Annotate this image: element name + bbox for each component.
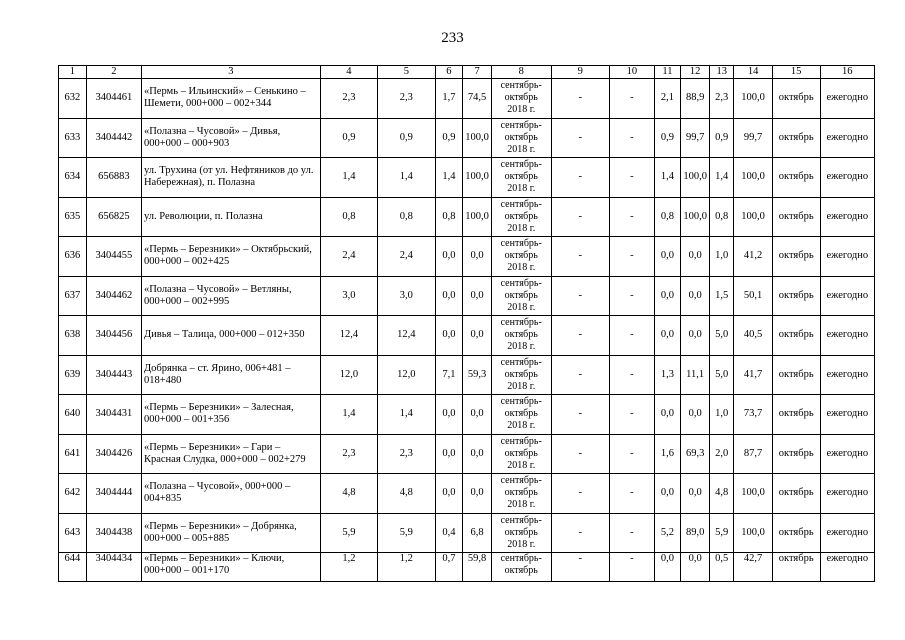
road-name: «Пермь – Ильинский» – Сенькино – Шемети, 000+000 – 002+344 — [141, 79, 320, 119]
col-4-value: 0,9 — [320, 118, 377, 158]
table-row — [59, 197, 875, 237]
period-cell: сентябрь- октябрь 2018 г. — [491, 197, 551, 237]
col-9-value: - — [551, 513, 610, 553]
road-code: 3404461 — [86, 79, 141, 119]
col-14-value: 42,7 — [734, 553, 772, 582]
road-name: ул. Революции, п. Полазна — [141, 197, 320, 237]
month-cell: октябрь — [772, 553, 820, 582]
frequency-cell: ежегодно — [820, 158, 874, 198]
col-13-value: 0,9 — [709, 118, 733, 158]
row-number: 636 — [59, 237, 87, 277]
frequency-cell: ежегодно — [820, 276, 874, 316]
road-code: 3404438 — [86, 513, 141, 553]
col-12-value: 11,1 — [681, 355, 710, 395]
table-row — [59, 474, 875, 514]
col-9-value: - — [551, 237, 610, 277]
row-number: 632 — [59, 79, 87, 119]
col-4-value: 2,3 — [320, 434, 377, 474]
table-row — [59, 395, 875, 435]
table-row — [59, 118, 875, 158]
period-cell: сентябрь- октябрь 2018 г. — [491, 395, 551, 435]
col-6-value: 0,0 — [435, 276, 463, 316]
column-header: 10 — [610, 66, 655, 79]
period-cell: сентябрь- октябрь 2018 г. — [491, 237, 551, 277]
col-11-value: 0,0 — [654, 316, 681, 356]
col-6-value: 0,9 — [435, 118, 463, 158]
column-header: 14 — [734, 66, 772, 79]
col-9-value: - — [551, 276, 610, 316]
col-14-value: 99,7 — [734, 118, 772, 158]
col-14-value: 40,5 — [734, 316, 772, 356]
col-7-value: 59,3 — [463, 355, 492, 395]
col-11-value: 0,0 — [654, 395, 681, 435]
col-14-value: 41,2 — [734, 237, 772, 277]
col-5-value: 1,4 — [378, 395, 435, 435]
col-13-value: 0,8 — [709, 197, 733, 237]
col-9-value: - — [551, 474, 610, 514]
column-header: 4 — [320, 66, 377, 79]
col-13-value: 0,5 — [709, 553, 733, 582]
col-5-value: 5,9 — [378, 513, 435, 553]
col-9-value: - — [551, 158, 610, 198]
col-9-value: - — [551, 553, 610, 582]
col-5-value: 2,3 — [378, 434, 435, 474]
frequency-cell: ежегодно — [820, 513, 874, 553]
road-works-table — [58, 65, 875, 582]
column-header: 9 — [551, 66, 610, 79]
frequency-cell: ежегодно — [820, 197, 874, 237]
month-cell: октябрь — [772, 395, 820, 435]
col-7-value: 100,0 — [463, 197, 492, 237]
col-11-value: 1,6 — [654, 434, 681, 474]
month-cell: октябрь — [772, 434, 820, 474]
col-12-value: 0,0 — [681, 395, 710, 435]
col-4-value: 12,4 — [320, 316, 377, 356]
frequency-cell: ежегодно — [820, 316, 874, 356]
col-10-value: - — [610, 237, 655, 277]
month-cell: октябрь — [772, 118, 820, 158]
period-cell: сентябрь- октябрь 2018 г. — [491, 316, 551, 356]
column-header: 6 — [435, 66, 463, 79]
col-14-value: 100,0 — [734, 79, 772, 119]
col-9-value: - — [551, 434, 610, 474]
col-5-value: 2,4 — [378, 237, 435, 277]
table-row — [59, 276, 875, 316]
road-name: Добрянка – ст. Ярино, 006+481 – 018+480 — [141, 355, 320, 395]
table-row — [59, 513, 875, 553]
row-number: 634 — [59, 158, 87, 198]
col-11-value: 0,0 — [654, 237, 681, 277]
col-7-value: 0,0 — [463, 237, 492, 277]
col-13-value: 5,0 — [709, 355, 733, 395]
road-code: 3404444 — [86, 474, 141, 514]
row-number: 635 — [59, 197, 87, 237]
col-4-value: 2,3 — [320, 79, 377, 119]
road-name: «Пермь – Березники» – Гари – Красная Слудка, 000+000 – 002+279 — [141, 434, 320, 474]
frequency-cell: ежегодно — [820, 118, 874, 158]
col-4-value: 4,8 — [320, 474, 377, 514]
col-12-value: 0,0 — [681, 553, 710, 582]
col-12-value: 0,0 — [681, 474, 710, 514]
col-9-value: - — [551, 395, 610, 435]
col-4-value: 12,0 — [320, 355, 377, 395]
col-12-value: 89,0 — [681, 513, 710, 553]
month-cell: октябрь — [772, 237, 820, 277]
col-10-value: - — [610, 355, 655, 395]
table-row — [59, 79, 875, 119]
col-13-value: 1,0 — [709, 237, 733, 277]
col-7-value: 100,0 — [463, 158, 492, 198]
month-cell: октябрь — [772, 79, 820, 119]
column-header: 1 — [59, 66, 87, 79]
month-cell: октябрь — [772, 276, 820, 316]
page-number: 233 — [441, 30, 464, 46]
col-5-value: 0,8 — [378, 197, 435, 237]
row-number: 640 — [59, 395, 87, 435]
col-7-value: 0,0 — [463, 434, 492, 474]
col-4-value: 5,9 — [320, 513, 377, 553]
road-code: 3404442 — [86, 118, 141, 158]
col-10-value: - — [610, 79, 655, 119]
col-7-value: 59,8 — [463, 553, 492, 582]
col-12-value: 0,0 — [681, 316, 710, 356]
col-6-value: 0,0 — [435, 434, 463, 474]
frequency-cell: ежегодно — [820, 553, 874, 582]
col-5-value: 1,2 — [378, 553, 435, 582]
row-number: 638 — [59, 316, 87, 356]
table-row — [59, 158, 875, 198]
col-4-value: 2,4 — [320, 237, 377, 277]
road-name: ул. Трухина (от ул. Нефтяников до ул. Набережная), п. Полазна — [141, 158, 320, 198]
road-name: «Пермь – Березники» – Добрянка, 000+000 – 005+885 — [141, 513, 320, 553]
col-14-value: 41,7 — [734, 355, 772, 395]
col-7-value: 0,0 — [463, 395, 492, 435]
road-name: «Полазна – Чусовой» – Ветляны, 000+000 – 002+995 — [141, 276, 320, 316]
frequency-cell: ежегодно — [820, 434, 874, 474]
col-10-value: - — [610, 158, 655, 198]
month-cell: октябрь — [772, 513, 820, 553]
col-11-value: 0,8 — [654, 197, 681, 237]
col-6-value: 1,7 — [435, 79, 463, 119]
period-cell: сентябрь- октябрь 2018 г. — [491, 158, 551, 198]
col-4-value: 1,4 — [320, 395, 377, 435]
col-12-value: 100,0 — [681, 158, 710, 198]
col-12-value: 100,0 — [681, 197, 710, 237]
period-cell: сентябрь- октябрь 2018 г. — [491, 513, 551, 553]
col-12-value: 99,7 — [681, 118, 710, 158]
col-7-value: 6,8 — [463, 513, 492, 553]
col-13-value: 1,4 — [709, 158, 733, 198]
col-10-value: - — [610, 474, 655, 514]
row-number: 637 — [59, 276, 87, 316]
col-14-value: 100,0 — [734, 197, 772, 237]
col-5-value: 12,0 — [378, 355, 435, 395]
col-5-value: 3,0 — [378, 276, 435, 316]
column-header: 2 — [86, 66, 141, 79]
col-7-value: 0,0 — [463, 316, 492, 356]
col-6-value: 0,7 — [435, 553, 463, 582]
road-name: «Пермь – Березники» – Залесная, 000+000 – 001+356 — [141, 395, 320, 435]
col-13-value: 5,0 — [709, 316, 733, 356]
col-10-value: - — [610, 395, 655, 435]
col-7-value: 74,5 — [463, 79, 492, 119]
col-12-value: 69,3 — [681, 434, 710, 474]
col-14-value: 100,0 — [734, 158, 772, 198]
col-10-value: - — [610, 553, 655, 582]
column-header: 15 — [772, 66, 820, 79]
table-row — [59, 316, 875, 356]
table-body — [59, 79, 875, 582]
period-cell: сентябрь- октябрь 2018 г. — [491, 434, 551, 474]
col-13-value: 1,5 — [709, 276, 733, 316]
column-header: 13 — [709, 66, 733, 79]
row-number: 639 — [59, 355, 87, 395]
road-code: 656883 — [86, 158, 141, 198]
road-code: 656825 — [86, 197, 141, 237]
month-cell: октябрь — [772, 197, 820, 237]
period-cell: сентябрь- октябрь 2018 г. — [491, 276, 551, 316]
col-14-value: 87,7 — [734, 434, 772, 474]
col-9-value: - — [551, 118, 610, 158]
col-6-value: 7,1 — [435, 355, 463, 395]
road-code: 3404431 — [86, 395, 141, 435]
col-6-value: 0,0 — [435, 237, 463, 277]
col-11-value: 5,2 — [654, 513, 681, 553]
column-header: 11 — [654, 66, 681, 79]
col-6-value: 0,0 — [435, 474, 463, 514]
month-cell: октябрь — [772, 474, 820, 514]
col-10-value: - — [610, 276, 655, 316]
period-cell: сентябрь- октябрь — [491, 553, 551, 582]
col-6-value: 0,4 — [435, 513, 463, 553]
month-cell: октябрь — [772, 355, 820, 395]
road-code: 3404455 — [86, 237, 141, 277]
road-name: «Полазна – Чусовой» – Дивья, 000+000 – 000+903 — [141, 118, 320, 158]
road-name: «Пермь – Березники» – Октябрьский, 000+000 – 002+425 — [141, 237, 320, 277]
col-12-value: 0,0 — [681, 237, 710, 277]
frequency-cell: ежегодно — [820, 237, 874, 277]
col-6-value: 0,0 — [435, 395, 463, 435]
col-7-value: 0,0 — [463, 276, 492, 316]
table-row — [59, 434, 875, 474]
col-11-value: 1,4 — [654, 158, 681, 198]
col-9-value: - — [551, 79, 610, 119]
col-14-value: 100,0 — [734, 513, 772, 553]
month-cell: октябрь — [772, 158, 820, 198]
column-header: 7 — [463, 66, 492, 79]
road-name: «Полазна – Чусовой», 000+000 – 004+835 — [141, 474, 320, 514]
col-4-value: 0,8 — [320, 197, 377, 237]
col-13-value: 2,3 — [709, 79, 733, 119]
month-cell: октябрь — [772, 316, 820, 356]
col-10-value: - — [610, 434, 655, 474]
road-code: 3404426 — [86, 434, 141, 474]
column-header: 8 — [491, 66, 551, 79]
col-6-value: 0,8 — [435, 197, 463, 237]
road-code: 3404462 — [86, 276, 141, 316]
row-number: 642 — [59, 474, 87, 514]
col-4-value: 3,0 — [320, 276, 377, 316]
column-header: 3 — [141, 66, 320, 79]
col-11-value: 0,0 — [654, 553, 681, 582]
road-name: Дивья – Талица, 000+000 – 012+350 — [141, 316, 320, 356]
col-10-value: - — [610, 118, 655, 158]
col-4-value: 1,2 — [320, 553, 377, 582]
frequency-cell: ежегодно — [820, 79, 874, 119]
col-6-value: 1,4 — [435, 158, 463, 198]
col-5-value: 4,8 — [378, 474, 435, 514]
road-code: 3404456 — [86, 316, 141, 356]
col-13-value: 2,0 — [709, 434, 733, 474]
row-number: 643 — [59, 513, 87, 553]
frequency-cell: ежегодно — [820, 395, 874, 435]
column-header: 12 — [681, 66, 710, 79]
col-12-value: 0,0 — [681, 276, 710, 316]
col-12-value: 88,9 — [681, 79, 710, 119]
table-row — [59, 355, 875, 395]
col-11-value: 0,0 — [654, 474, 681, 514]
period-cell: сентябрь- октябрь 2018 г. — [491, 474, 551, 514]
period-cell: сентябрь- октябрь 2018 г. — [491, 355, 551, 395]
col-10-value: - — [610, 513, 655, 553]
table-row — [59, 553, 875, 582]
col-14-value: 100,0 — [734, 474, 772, 514]
col-14-value: 73,7 — [734, 395, 772, 435]
col-11-value: 2,1 — [654, 79, 681, 119]
column-header: 5 — [378, 66, 435, 79]
col-11-value: 0,9 — [654, 118, 681, 158]
col-5-value: 2,3 — [378, 79, 435, 119]
frequency-cell: ежегодно — [820, 355, 874, 395]
col-9-value: - — [551, 355, 610, 395]
col-13-value: 1,0 — [709, 395, 733, 435]
col-9-value: - — [551, 316, 610, 356]
row-number: 641 — [59, 434, 87, 474]
col-6-value: 0,0 — [435, 316, 463, 356]
col-14-value: 50,1 — [734, 276, 772, 316]
column-header: 16 — [820, 66, 874, 79]
col-10-value: - — [610, 197, 655, 237]
col-7-value: 100,0 — [463, 118, 492, 158]
col-13-value: 4,8 — [709, 474, 733, 514]
col-11-value: 1,3 — [654, 355, 681, 395]
col-5-value: 1,4 — [378, 158, 435, 198]
table-row — [59, 237, 875, 277]
col-13-value: 5,9 — [709, 513, 733, 553]
col-4-value: 1,4 — [320, 158, 377, 198]
road-code: 3404443 — [86, 355, 141, 395]
col-11-value: 0,0 — [654, 276, 681, 316]
header-row — [59, 66, 875, 79]
period-cell: сентябрь- октябрь 2018 г. — [491, 118, 551, 158]
col-7-value: 0,0 — [463, 474, 492, 514]
row-number: 644 — [59, 553, 87, 582]
col-10-value: - — [610, 316, 655, 356]
row-number: 633 — [59, 118, 87, 158]
period-cell: сентябрь- октябрь 2018 г. — [491, 79, 551, 119]
col-5-value: 12,4 — [378, 316, 435, 356]
col-9-value: - — [551, 197, 610, 237]
col-5-value: 0,9 — [378, 118, 435, 158]
frequency-cell: ежегодно — [820, 474, 874, 514]
road-code: 3404434 — [86, 553, 141, 582]
road-name: «Пермь – Березники» – Ключи, 000+000 – 001+170 — [141, 553, 320, 582]
